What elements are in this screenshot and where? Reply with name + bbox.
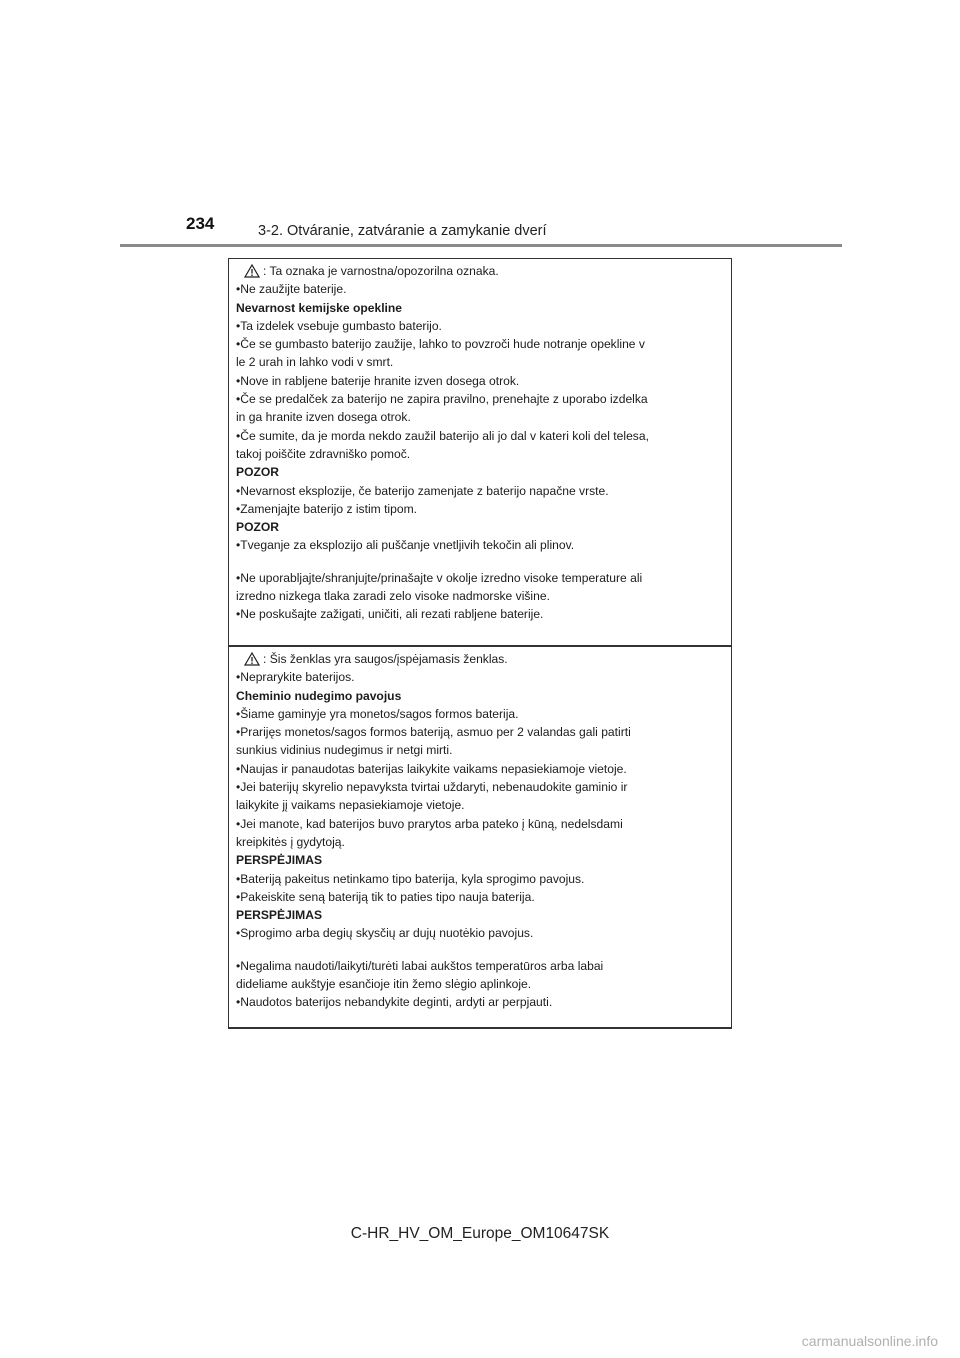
lithuanian-lines: [236, 668, 724, 1011]
subheading: POZOR: [236, 520, 280, 535]
spacer: [236, 555, 724, 569]
lithuanian-warning-heading: [236, 650, 724, 668]
text-line: •Ne uporabljajte/shranjujte/prinašajte v okolje izredno visoke temperature ali: [236, 570, 643, 585]
text-line: •Negalima naudoti/laikyti/turėti labai aukštos temperatūros arba labai: [236, 958, 604, 973]
text-line: •Ta izdelek vsebuje gumbasto baterijo.: [236, 318, 442, 333]
spacer: [236, 943, 724, 957]
watermark: carmanualsonline.info: [801, 1333, 938, 1349]
text-line: •Zamenjajte baterijo z istim tipom.: [236, 501, 417, 516]
text-line: •Ne zaužijte baterije.: [236, 282, 347, 297]
subheading: Nevarnost kemijske opekline: [236, 300, 403, 315]
slovenian-lines: [236, 280, 724, 623]
text-line: •Sprogimo arba degių skysčių ar dujų nuotėkio pavojus.: [236, 926, 534, 941]
text-line: •Če se gumbasto baterijo zaužije, lahko to povzroči hude notranje opekline v: [236, 337, 645, 352]
text-line: dideliame aukštyje esančioje itin žemo slėgio aplinkoje.: [236, 977, 532, 992]
slovenian-warning-heading: [236, 262, 724, 280]
text-line: •Pakeiskite seną bateriją tik to paties tipo nauja baterija.: [236, 889, 535, 904]
text-line: •Nevarnost eksplozije, če baterijo zamenjate z baterijo napačne vrste.: [236, 483, 609, 498]
page-number: 234: [186, 214, 215, 233]
warning-triangle-icon: [244, 652, 260, 666]
text-line: •Naujas ir panaudotas baterijas laikykite vaikams nepasiekiamoje vietoje.: [236, 761, 627, 776]
warning-triangle-icon: [244, 264, 260, 278]
text-line: izredno nizkega tlaka zaradi zelo visoke nadmorske višine.: [236, 589, 550, 604]
subheading: PERSPĖJIMAS: [236, 908, 323, 923]
scanned-warning-label: [228, 258, 732, 1028]
text-line: •Tveganje za eksplozijo ali puščanje vnetljivih tekočin ali plinov.: [236, 538, 575, 553]
header-divider: [120, 244, 842, 247]
slovenian-warning-block: [236, 262, 724, 624]
text-line: •Šiame gaminyje yra monetos/sagos formos baterija.: [236, 706, 519, 721]
box-border-right: [731, 258, 732, 1028]
text-line: •Naudotos baterijos nebandykite deginti, ardyti ar perpjauti.: [236, 995, 553, 1010]
text-line: •Neprarykite baterijos.: [236, 670, 355, 685]
text-line: •Prarijęs monetos/sagos formos bateriją, asmuo per 2 valandas gali patirti: [236, 725, 631, 740]
box-border-bottom: [228, 1027, 732, 1029]
box-border-left: [228, 258, 229, 1028]
text-line: sunkius vidinius nudegimus ir netgi mirti.: [236, 743, 453, 758]
text-line: takoj poiščite zdravniško pomoč.: [236, 446, 411, 461]
text-line: •Jei baterijų skyrelio nepavyksta tvirtai uždaryti, nebenaudokite gaminio ir: [236, 780, 628, 795]
subheading: Cheminio nudegimo pavojus: [236, 688, 402, 703]
text-line: •Jei manote, kad baterijos buvo prarytos arba pateko į kūną, nedelsdami: [236, 816, 623, 831]
section-title: 3-2. Otváranie, zatváranie a zamykanie dverí: [258, 223, 547, 239]
document-id: C-HR_HV_OM_Europe_OM10647SK: [350, 1225, 610, 1242]
lithuanian-warning-label: : Šis ženklas yra saugos/įspėjamasis ženklas.: [263, 652, 508, 666]
text-line: kreipkitės į gydytoją.: [236, 834, 345, 849]
text-line: •Bateriją pakeitus netinkamo tipo baterija, kyla sprogimo pavojus.: [236, 871, 585, 886]
text-line: •Če se predalček za baterijo ne zapira pravilno, prenehajte z uporabo izdelka: [236, 392, 648, 407]
text-line: •Ne poskušajte zažigati, uničiti, ali rezati rabljene baterije.: [236, 607, 544, 622]
text-line: •Nove in rabljene baterije hranite izven dosega otrok.: [236, 373, 520, 388]
subheading: PERSPĖJIMAS: [236, 853, 323, 868]
text-line: •Če sumite, da je morda nekdo zaužil baterijo ali jo dal v kateri koli del telesa,: [236, 428, 649, 443]
section-divider: [228, 645, 732, 647]
lithuanian-warning-block: [236, 650, 724, 1012]
slovenian-warning-label: : Ta oznaka je varnostna/opozorilna oznaka.: [263, 264, 499, 278]
subheading: POZOR: [236, 465, 280, 480]
text-line: le 2 urah in lahko vodi v smrt.: [236, 355, 394, 370]
box-border-top: [228, 258, 732, 259]
text-line: in ga hranite izven dosega otrok.: [236, 410, 411, 425]
text-line: laikykite jį vaikams nepasiekiamoje vietoje.: [236, 798, 465, 813]
